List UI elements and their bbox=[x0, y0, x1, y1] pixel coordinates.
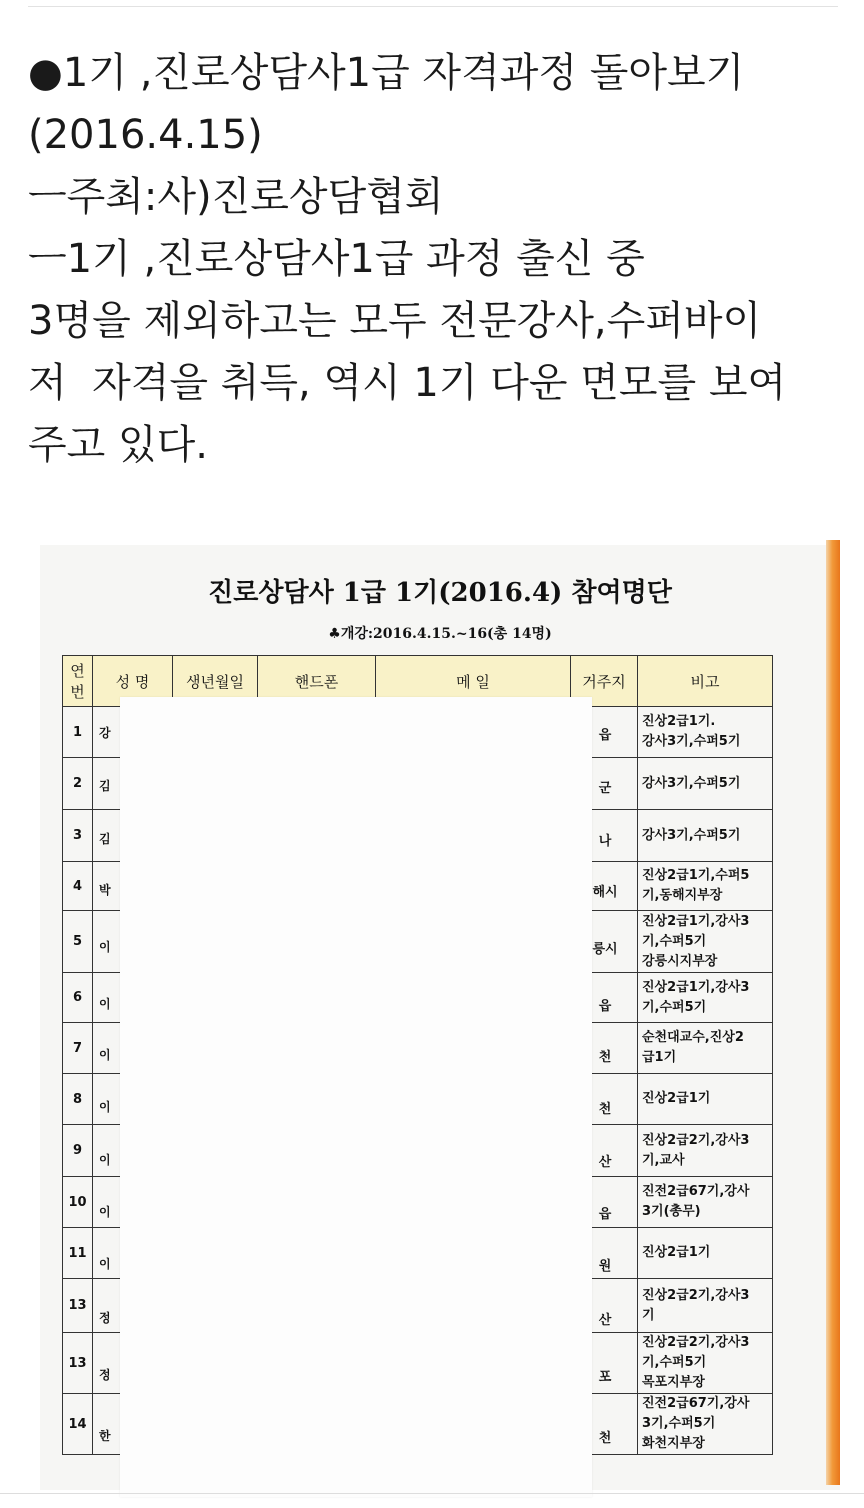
post-line: ●1기 ,진로상담사1급 자격과정 돌아보기 bbox=[28, 50, 745, 96]
note-line: 화천지부장 bbox=[642, 1436, 705, 1451]
row-note bbox=[638, 1228, 773, 1279]
document-subtitle: ♣개강:2016.4.15.~16(총 14명) bbox=[328, 626, 552, 642]
row-note bbox=[638, 1394, 773, 1455]
row-residence-fragment: 원 bbox=[598, 1259, 612, 1274]
row-name-fragment: 정 bbox=[99, 1310, 111, 1325]
row-note bbox=[638, 1177, 773, 1228]
row-name-fragment: 이 bbox=[99, 1205, 111, 1219]
row-name-fragment: 강 bbox=[99, 726, 111, 740]
row-note bbox=[638, 862, 773, 911]
row-residence-fragment: 산 bbox=[598, 1312, 612, 1328]
row-note bbox=[638, 707, 773, 758]
bottom-divider bbox=[0, 1493, 864, 1494]
scan-edge-strip bbox=[826, 540, 840, 1485]
note-line: 목포지부장 bbox=[642, 1375, 705, 1390]
row-note bbox=[638, 1074, 773, 1125]
note-line: 진상2급1기 bbox=[642, 1091, 711, 1106]
row-name-fragment: 정 bbox=[99, 1368, 111, 1382]
note-line: 진상2급1기,수퍼5 bbox=[642, 868, 750, 883]
row-number: 2 bbox=[63, 758, 93, 810]
redaction-sheet bbox=[120, 697, 592, 1497]
note-line: 기,수퍼5기 bbox=[642, 933, 707, 949]
note-line: 순천대교수,진상2 bbox=[642, 1030, 744, 1045]
header-phone: 핸드폰 bbox=[258, 656, 376, 707]
row-number: 11 bbox=[63, 1228, 93, 1279]
row-name-fragment: 이 bbox=[99, 996, 111, 1011]
row-note bbox=[638, 758, 773, 810]
note-line: 기 bbox=[642, 1307, 655, 1323]
row-residence-fragment: 천 bbox=[598, 1102, 612, 1117]
row-number: 4 bbox=[63, 862, 93, 911]
post-body bbox=[28, 42, 848, 476]
header-residence: 거주지 bbox=[571, 656, 638, 707]
row-residence-fragment: 읍 bbox=[598, 728, 612, 743]
row-note bbox=[638, 1023, 773, 1074]
row-residence-fragment: 천 bbox=[598, 1050, 612, 1065]
note-line: 기,동해지부장 bbox=[642, 888, 723, 903]
row-number: 13 bbox=[63, 1279, 93, 1333]
note-line: 강사3기,수퍼5기 bbox=[642, 827, 741, 843]
note-line: 강릉시지부장 bbox=[642, 953, 718, 969]
row-residence-fragment: 나 bbox=[598, 833, 612, 849]
header-name: 성 명 bbox=[93, 656, 173, 707]
row-number: 1 bbox=[63, 707, 93, 758]
row-residence-fragment: 군 bbox=[598, 780, 612, 796]
note-line: 진상2급2기,강사3 bbox=[642, 1132, 750, 1148]
row-number: 7 bbox=[63, 1023, 93, 1074]
note-line: 기,수퍼5기 bbox=[642, 999, 707, 1015]
row-name-fragment: 김 bbox=[99, 831, 111, 846]
row-note bbox=[638, 1279, 773, 1333]
row-number: 8 bbox=[63, 1074, 93, 1125]
row-number: 13 bbox=[63, 1333, 93, 1394]
row-residence-fragment: 포 bbox=[598, 1370, 612, 1385]
note-line: 강사3기,수퍼5기 bbox=[642, 775, 741, 791]
note-line: 강사3기,수퍼5기 bbox=[642, 734, 741, 749]
document-title: 진로상담사 1급 1기(2016.4) 참여명단 bbox=[208, 578, 672, 608]
row-residence-fragment: 읍 bbox=[598, 1207, 612, 1222]
row-residence-fragment: 해시 bbox=[592, 885, 618, 900]
post-line: 3명을 제외하고는 모두 전문강사,수퍼바이 bbox=[28, 298, 762, 344]
note-line: 3기(총무) bbox=[642, 1204, 701, 1219]
note-line: 진상2급1기 bbox=[642, 1245, 711, 1260]
row-number: 14 bbox=[63, 1394, 93, 1455]
row-note bbox=[638, 1333, 773, 1394]
row-name-fragment: 김 bbox=[99, 778, 111, 793]
post-line: ㅡ1기 ,진로상담사1급 과정 출신 중 bbox=[28, 236, 645, 282]
note-line: 기,수퍼5기 bbox=[642, 1355, 707, 1370]
row-note bbox=[638, 973, 773, 1023]
post-line: ㅡ주최:사)진로상담협회 bbox=[28, 174, 444, 220]
row-name-fragment: 박 bbox=[99, 883, 111, 897]
header-birthdate: 생년월일 bbox=[173, 656, 258, 707]
note-line: 진전2급67기,강사 bbox=[642, 1396, 750, 1411]
row-residence-fragment: 산 bbox=[598, 1154, 612, 1170]
header-email: 메 일 bbox=[376, 656, 571, 707]
note-line: 진상2급1기,강사3 bbox=[642, 913, 750, 929]
note-line: 진상2급1기. bbox=[642, 714, 716, 729]
post-line: 주고 있다. bbox=[28, 422, 208, 468]
row-number: 9 bbox=[63, 1125, 93, 1177]
row-residence-fragment: 릉시 bbox=[592, 941, 618, 957]
row-number: 3 bbox=[63, 810, 93, 862]
row-name-fragment: 이 bbox=[99, 939, 111, 954]
note-line: 진상2급1기,강사3 bbox=[642, 979, 750, 995]
header-no: 연번 bbox=[63, 656, 93, 707]
note-line: 진상2급2기,강사3 bbox=[642, 1287, 750, 1303]
row-name-fragment: 이 bbox=[99, 1100, 111, 1114]
row-name-fragment: 이 bbox=[99, 1257, 111, 1271]
row-residence-fragment: 천 bbox=[598, 1431, 612, 1446]
note-line: 진상2급2기,강사3 bbox=[642, 1335, 750, 1350]
row-name-fragment: 이 bbox=[99, 1152, 111, 1167]
post-line: 저 자격을 취득, 역시 1기 다운 면모를 보여 bbox=[28, 360, 787, 406]
top-divider bbox=[28, 6, 838, 7]
note-line: 기,교사 bbox=[642, 1152, 685, 1168]
note-line: 3기,수퍼5기 bbox=[642, 1416, 716, 1431]
row-residence-fragment: 읍 bbox=[598, 998, 612, 1014]
row-name-fragment: 이 bbox=[99, 1048, 111, 1062]
row-number: 5 bbox=[63, 911, 93, 973]
row-note bbox=[638, 810, 773, 862]
header-note: 비고 bbox=[638, 656, 773, 707]
post-line: (2016.4.15) bbox=[28, 112, 263, 158]
note-line: 진전2급67기,강사 bbox=[642, 1184, 750, 1199]
note-line: 급1기 bbox=[642, 1050, 677, 1065]
row-number: 10 bbox=[63, 1177, 93, 1228]
row-name-fragment: 한 bbox=[99, 1429, 111, 1443]
row-number: 6 bbox=[63, 973, 93, 1023]
row-note bbox=[638, 1125, 773, 1177]
row-note bbox=[638, 911, 773, 973]
